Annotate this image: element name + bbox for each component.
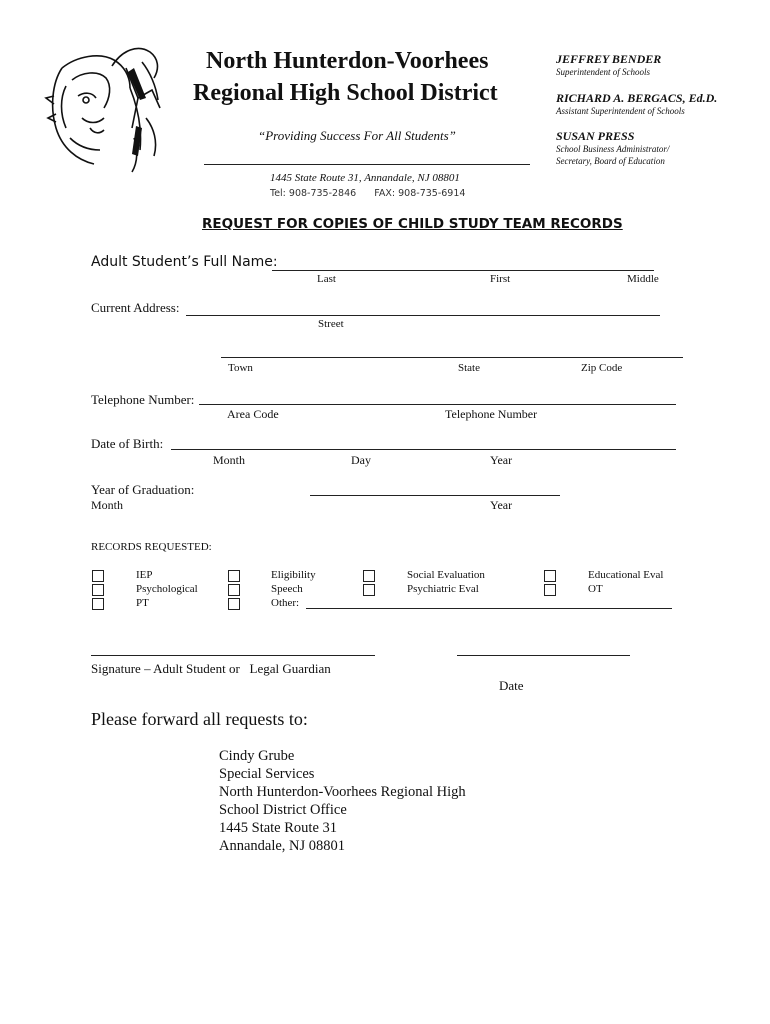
social-evaluation-checkbox[interactable] [363, 570, 375, 582]
name-field[interactable] [272, 270, 654, 271]
ot-checkbox[interactable] [544, 584, 556, 596]
phone-field[interactable] [199, 404, 676, 405]
area-code-sublabel: Area Code [227, 407, 279, 421]
form-title: REQUEST FOR COPIES OF CHILD STUDY TEAM RECORDS [202, 216, 623, 232]
official-title: Assistant Superintendent of Schools [556, 106, 685, 116]
dob-day-sublabel: Day [351, 453, 371, 467]
dob-field[interactable] [171, 449, 676, 450]
pt-label: PT [136, 597, 149, 609]
forward-heading: Please forward all requests to: [91, 709, 308, 729]
district-name-line2: Regional High School District [193, 80, 498, 106]
speech-checkbox[interactable] [228, 584, 240, 596]
forward-address-block [219, 747, 466, 855]
dob-year-sublabel: Year [490, 453, 513, 467]
psychological-checkbox[interactable] [92, 584, 104, 596]
graduation-field[interactable] [310, 495, 560, 496]
iep-checkbox[interactable] [92, 570, 104, 582]
first-sublabel: First [490, 273, 511, 285]
district-lion-logo [42, 38, 182, 178]
other-checkbox[interactable] [228, 598, 240, 610]
district-address: 1445 State Route 31, Annandale, NJ 08801 [270, 172, 460, 184]
dob-label: Date of Birth: [91, 436, 164, 451]
pt-checkbox[interactable] [92, 598, 104, 610]
last-sublabel: Last [317, 273, 336, 285]
speech-label: Speech [271, 583, 303, 595]
street-field[interactable] [186, 315, 660, 316]
official-title: Secretary, Board of Education [556, 156, 665, 166]
official-title: Superintendent of Schools [556, 67, 650, 77]
town-state-zip-field[interactable] [221, 357, 683, 358]
other-records-field[interactable] [306, 608, 672, 609]
forward-line: Annandale, NJ 08801 [219, 838, 346, 854]
psychiatric-eval-label: Psychiatric Eval [407, 583, 479, 595]
zip-sublabel: Zip Code [581, 362, 623, 374]
iep-label: IEP [136, 569, 153, 581]
graduation-year-sublabel: Year [490, 498, 513, 512]
district-motto: “Providing Success For All Students” [258, 128, 456, 143]
signature-label: Signature – Adult Student or Legal Guardian [91, 661, 331, 676]
graduation-label: Year of Graduation: [91, 482, 195, 497]
forward-line: Special Services [219, 766, 315, 782]
dob-month-sublabel: Month [213, 453, 246, 467]
address-label: Current Address: [91, 300, 180, 315]
eligibility-label: Eligibility [271, 569, 316, 581]
name-label: Adult Student’s Full Name: [91, 254, 278, 270]
district-name-line1: North Hunterdon-Voorhees [206, 48, 489, 74]
records-requested-label: RECORDS REQUESTED: [91, 541, 212, 553]
psychological-label: Psychological [136, 583, 198, 595]
social-evaluation-label: Social Evaluation [407, 569, 485, 581]
state-sublabel: State [458, 362, 480, 374]
date-field[interactable] [457, 655, 630, 656]
educational-eval-checkbox[interactable] [544, 570, 556, 582]
date-label: Date [499, 678, 524, 693]
signature-field[interactable] [91, 655, 375, 656]
educational-eval-label: Educational Eval [588, 569, 664, 581]
header-divider [204, 164, 530, 165]
town-sublabel: Town [228, 362, 253, 374]
ot-label: OT [588, 583, 603, 595]
forward-line: Cindy Grube [219, 748, 295, 764]
official-name: RICHARD A. BERGACS, Ed.D. [556, 91, 718, 105]
psychiatric-eval-checkbox[interactable] [363, 584, 375, 596]
district-phone-fax: Tel: 908-735-2846 FAX: 908-735-6914 [270, 188, 466, 199]
eligibility-checkbox[interactable] [228, 570, 240, 582]
phone-label: Telephone Number: [91, 392, 195, 407]
middle-sublabel: Middle [627, 273, 659, 285]
official-name: JEFFREY BENDER [556, 52, 662, 66]
graduation-month-sublabel: Month [91, 498, 124, 512]
street-sublabel: Street [318, 318, 344, 330]
official-title: School Business Administrator/ [556, 144, 670, 154]
forward-line: School District Office [219, 802, 347, 818]
forward-line: 1445 State Route 31 [219, 820, 338, 836]
phone-number-sublabel: Telephone Number [445, 407, 538, 421]
forward-line: North Hunterdon-Voorhees Regional High [219, 784, 466, 800]
official-name: SUSAN PRESS [556, 129, 635, 143]
other-label: Other: [271, 597, 300, 609]
